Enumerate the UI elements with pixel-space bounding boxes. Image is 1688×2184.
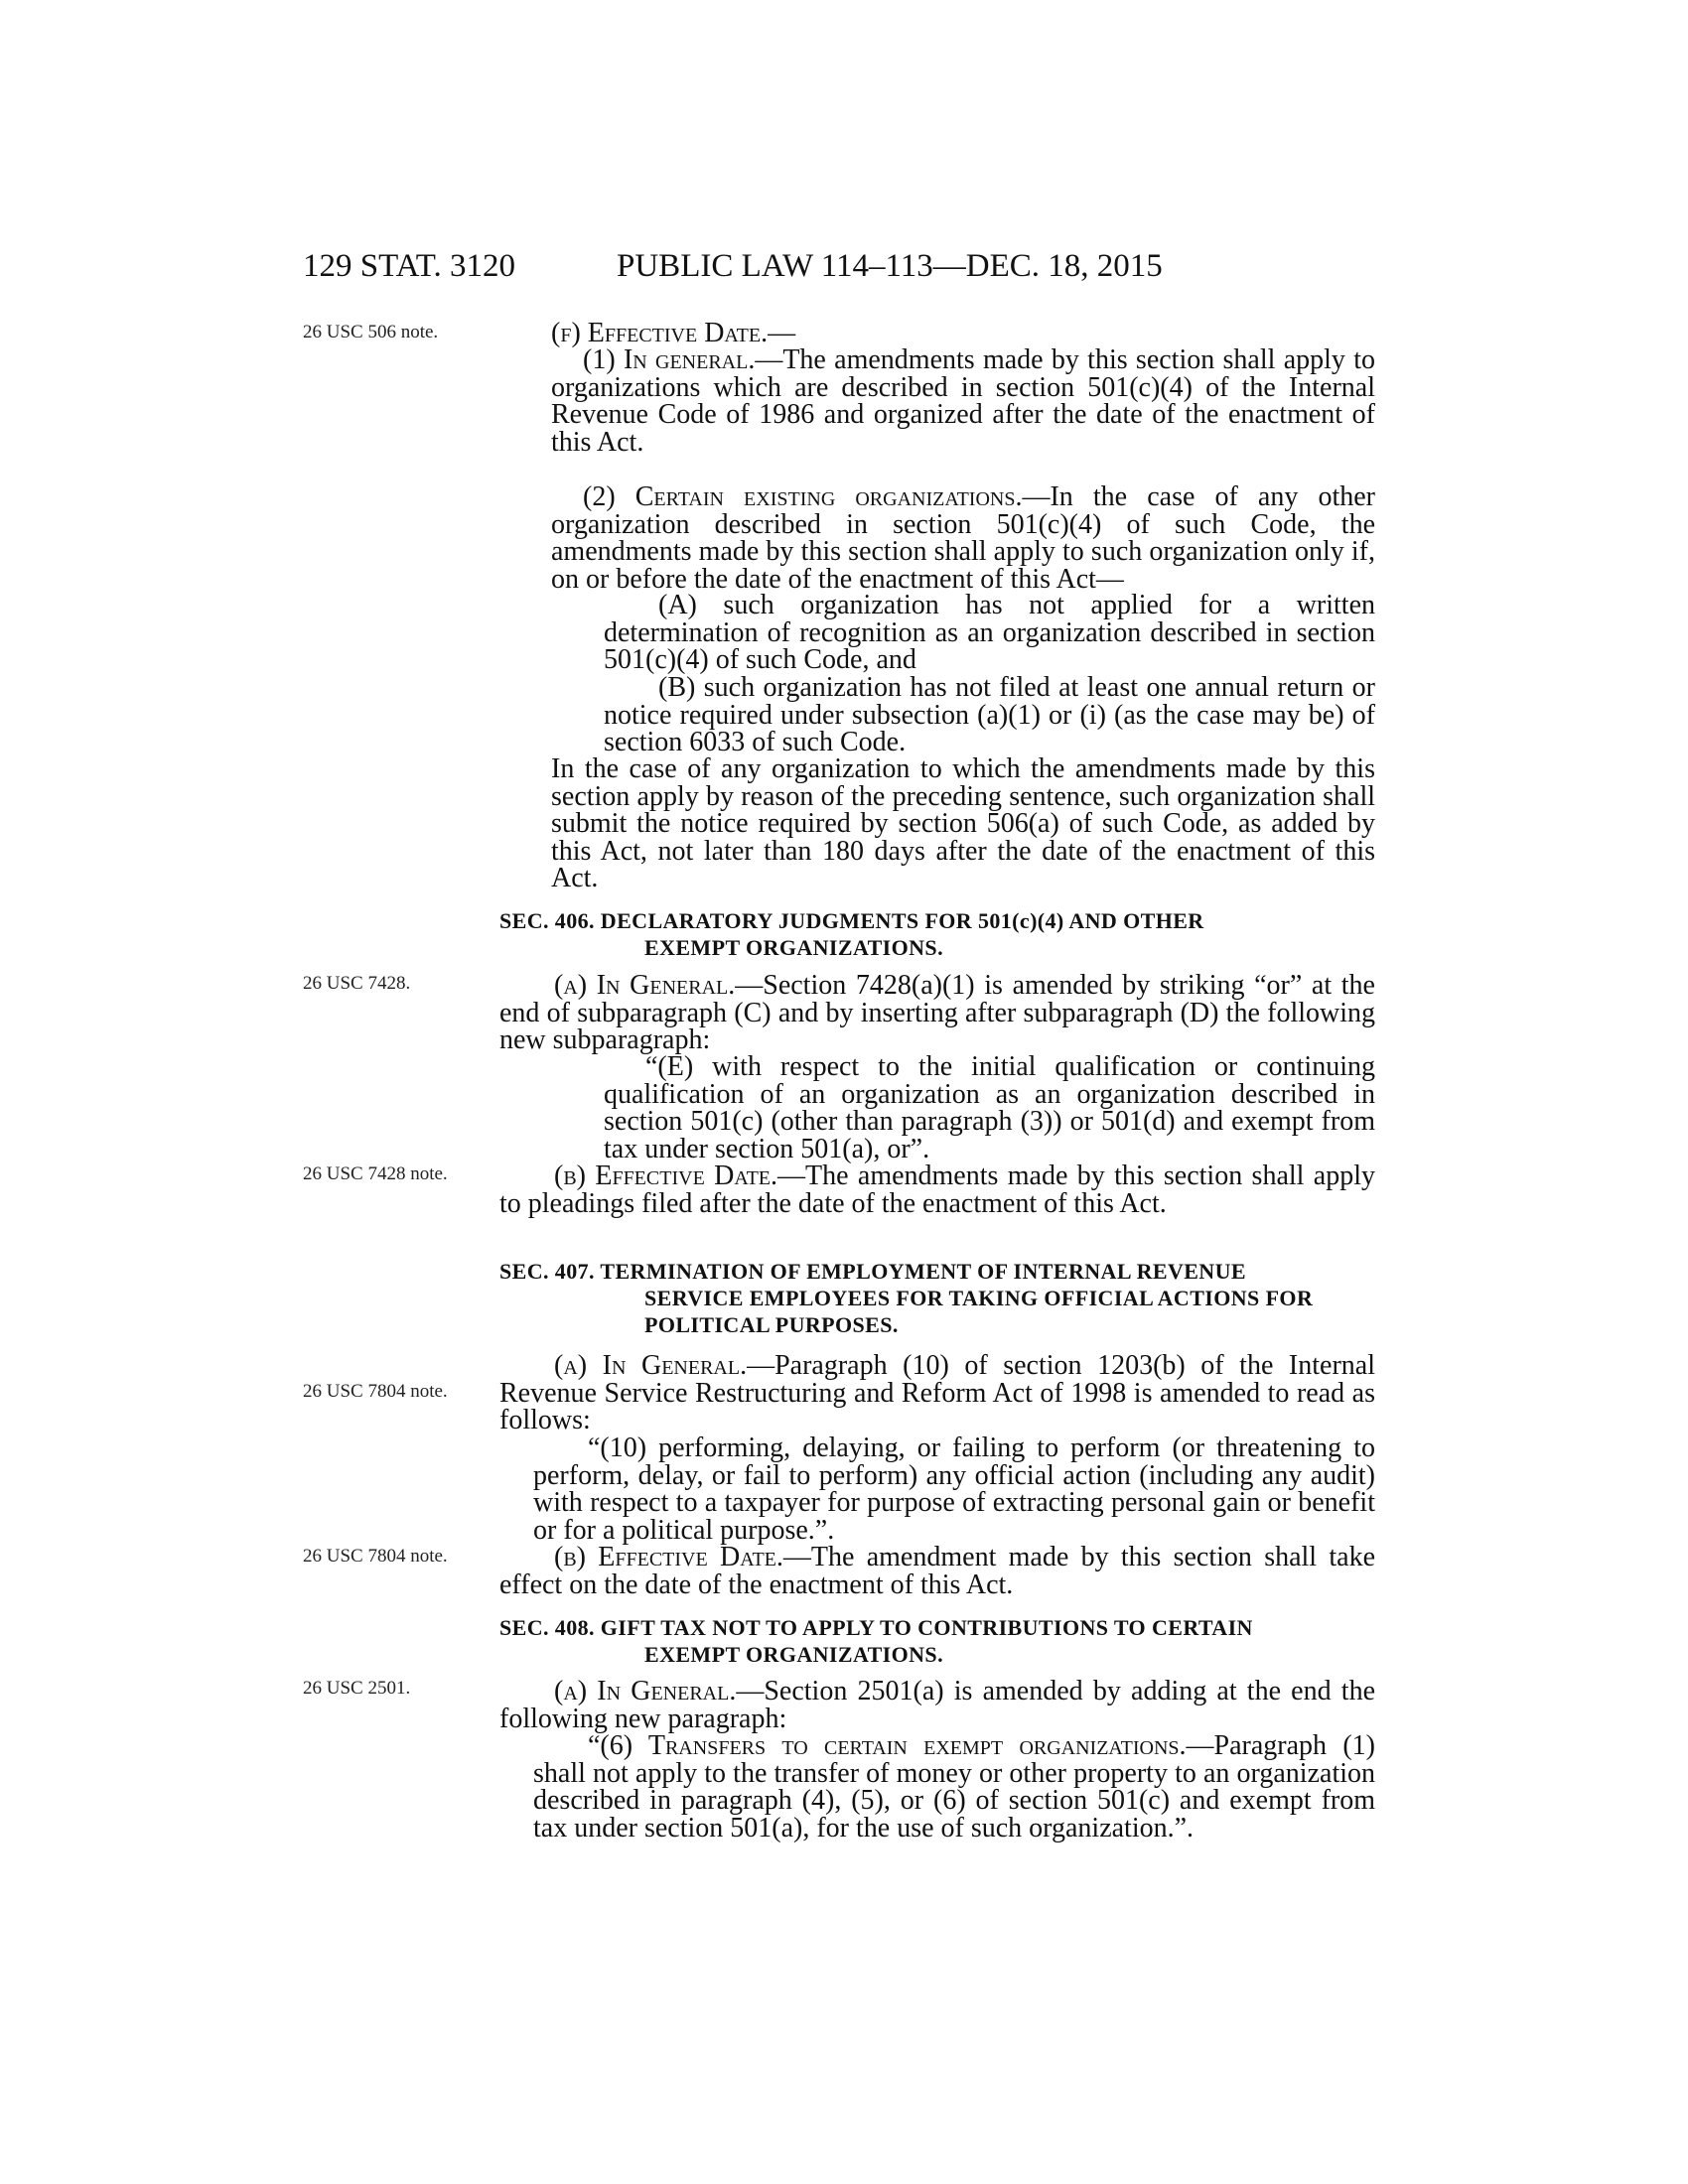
sec407-subsection-a: (a) In General.—Paragraph (10) of section 1203(b) of the Internal Revenue Service Restructuring and Reform Act of 1998 is amended to read as follows: [499,1350,1375,1436]
margin-note-2501: 26 USC 2501. [303,1678,411,1699]
flush-paragraph: In the case of any organization to which the amendments made by this section apply by reason of the preceding sentence, such organization shall submit the notice required by section 506(a) of such Code, as added by this Act, not later than 180 days after the date of the enactment of this Act. [551,753,1375,894]
margin-note-7428: 26 USC 7428. [303,973,411,994]
subsection-f-heading: (f) Effective Date.— [551,318,796,348]
subparagraph-b: (B) such organization has not filed at least one annual return or notice required under subsection (a)(1) or (i) (as the case may be) of section 6033 of such Code. [604,672,1375,758]
margin-note-7804-note-b: 26 USC 7804 note. [303,1546,448,1567]
sec408-subsection-a: (a) In General.—Section 2501(a) is amended by adding at the end the following new paragraph: [499,1676,1375,1734]
sec407-quoted-paragraph-10: “(10) performing, delaying, or failing to perform (or threatening to perform, delay, or fail to perform) any official action (including any audit) with respect to a taxpayer for purpose of extracting personal gain or benefit or for a political purpose.”. [533,1433,1375,1546]
subparagraph-a: (A) such organization has not applied for a written determination of recognition as an organization described in section 501(c)(4) of such Code, and [604,590,1375,676]
section-408-heading: SEC. 408. GIFT TAX NOT TO APPLY TO CONTRIBUTIONS TO CERTAIN EXEMPT ORGANIZATIONS. [499,1615,1253,1667]
sec407-subsection-b: (b) Effective Date.—The amendment made by this section shall take effect on the date of the enactment of this Act. [499,1542,1376,1600]
margin-note-506: 26 USC 506 note. [303,322,439,342]
law-title: PUBLIC LAW 114–113—DEC. 18, 2015 [617,248,1163,284]
page-reference: 129 STAT. 3120 [303,248,516,284]
paragraph-2-existing-orgs: (2) Certain existing organizations.—In the case of any other organization described in section 501(c)(4) of such Code, the amendments made by this section shall apply to such organization only if, on or before the date of the enactment of this Act— [551,481,1375,595]
sec408-quoted-paragraph-6: “(6) Transfers to certain exempt organizations.—Paragraph (1) shall not apply to the transfer of money or other property to an organization described in paragraph (4), (5), or (6) of section 501(c) and exempt from tax under section 501(a), for the use of such organization.”. [533,1730,1375,1843]
margin-note-7804-note-a: 26 USC 7804 note. [303,1381,448,1402]
sec406-subsection-a: (a) In General.—Section 7428(a)(1) is amended by striking “or” at the end of subparagraph (C) and by inserting after subparagraph (D) the following new subparagraph: [499,970,1375,1056]
section-407-heading: SEC. 407. TERMINATION OF EMPLOYMENT OF INTERNAL REVENUE SERVICE EMPLOYEES FOR TAKING OFFICIAL ACTIONS FOR POLITICAL PURPOSES. [499,1259,1314,1337]
margin-note-7428-note: 26 USC 7428 note. [303,1163,448,1184]
sec406-quoted-subparagraph-e: “(E) with respect to the initial qualification or continuing qualification of an organization as an organization described in section 501(c) (other than paragraph (3)) or 501(d) and exempt from tax under section 501(a), or”. [604,1051,1375,1164]
paragraph-1-general: (1) In general.—The amendments made by this section shall apply to organizations which are described in section 501(c)(4) of the Internal Revenue Code of 1986 and organized after the date of the enactment of this Act. [551,344,1375,458]
section-406-heading: SEC. 406. DECLARATORY JUDGMENTS FOR 501(c)(4) AND OTHER EXEMPT ORGANIZATIONS. [499,908,1204,960]
sec406-subsection-b: (b) Effective Date.—The amendments made by this section shall apply to pleadings filed after the date of the enactment of this Act. [499,1160,1375,1219]
